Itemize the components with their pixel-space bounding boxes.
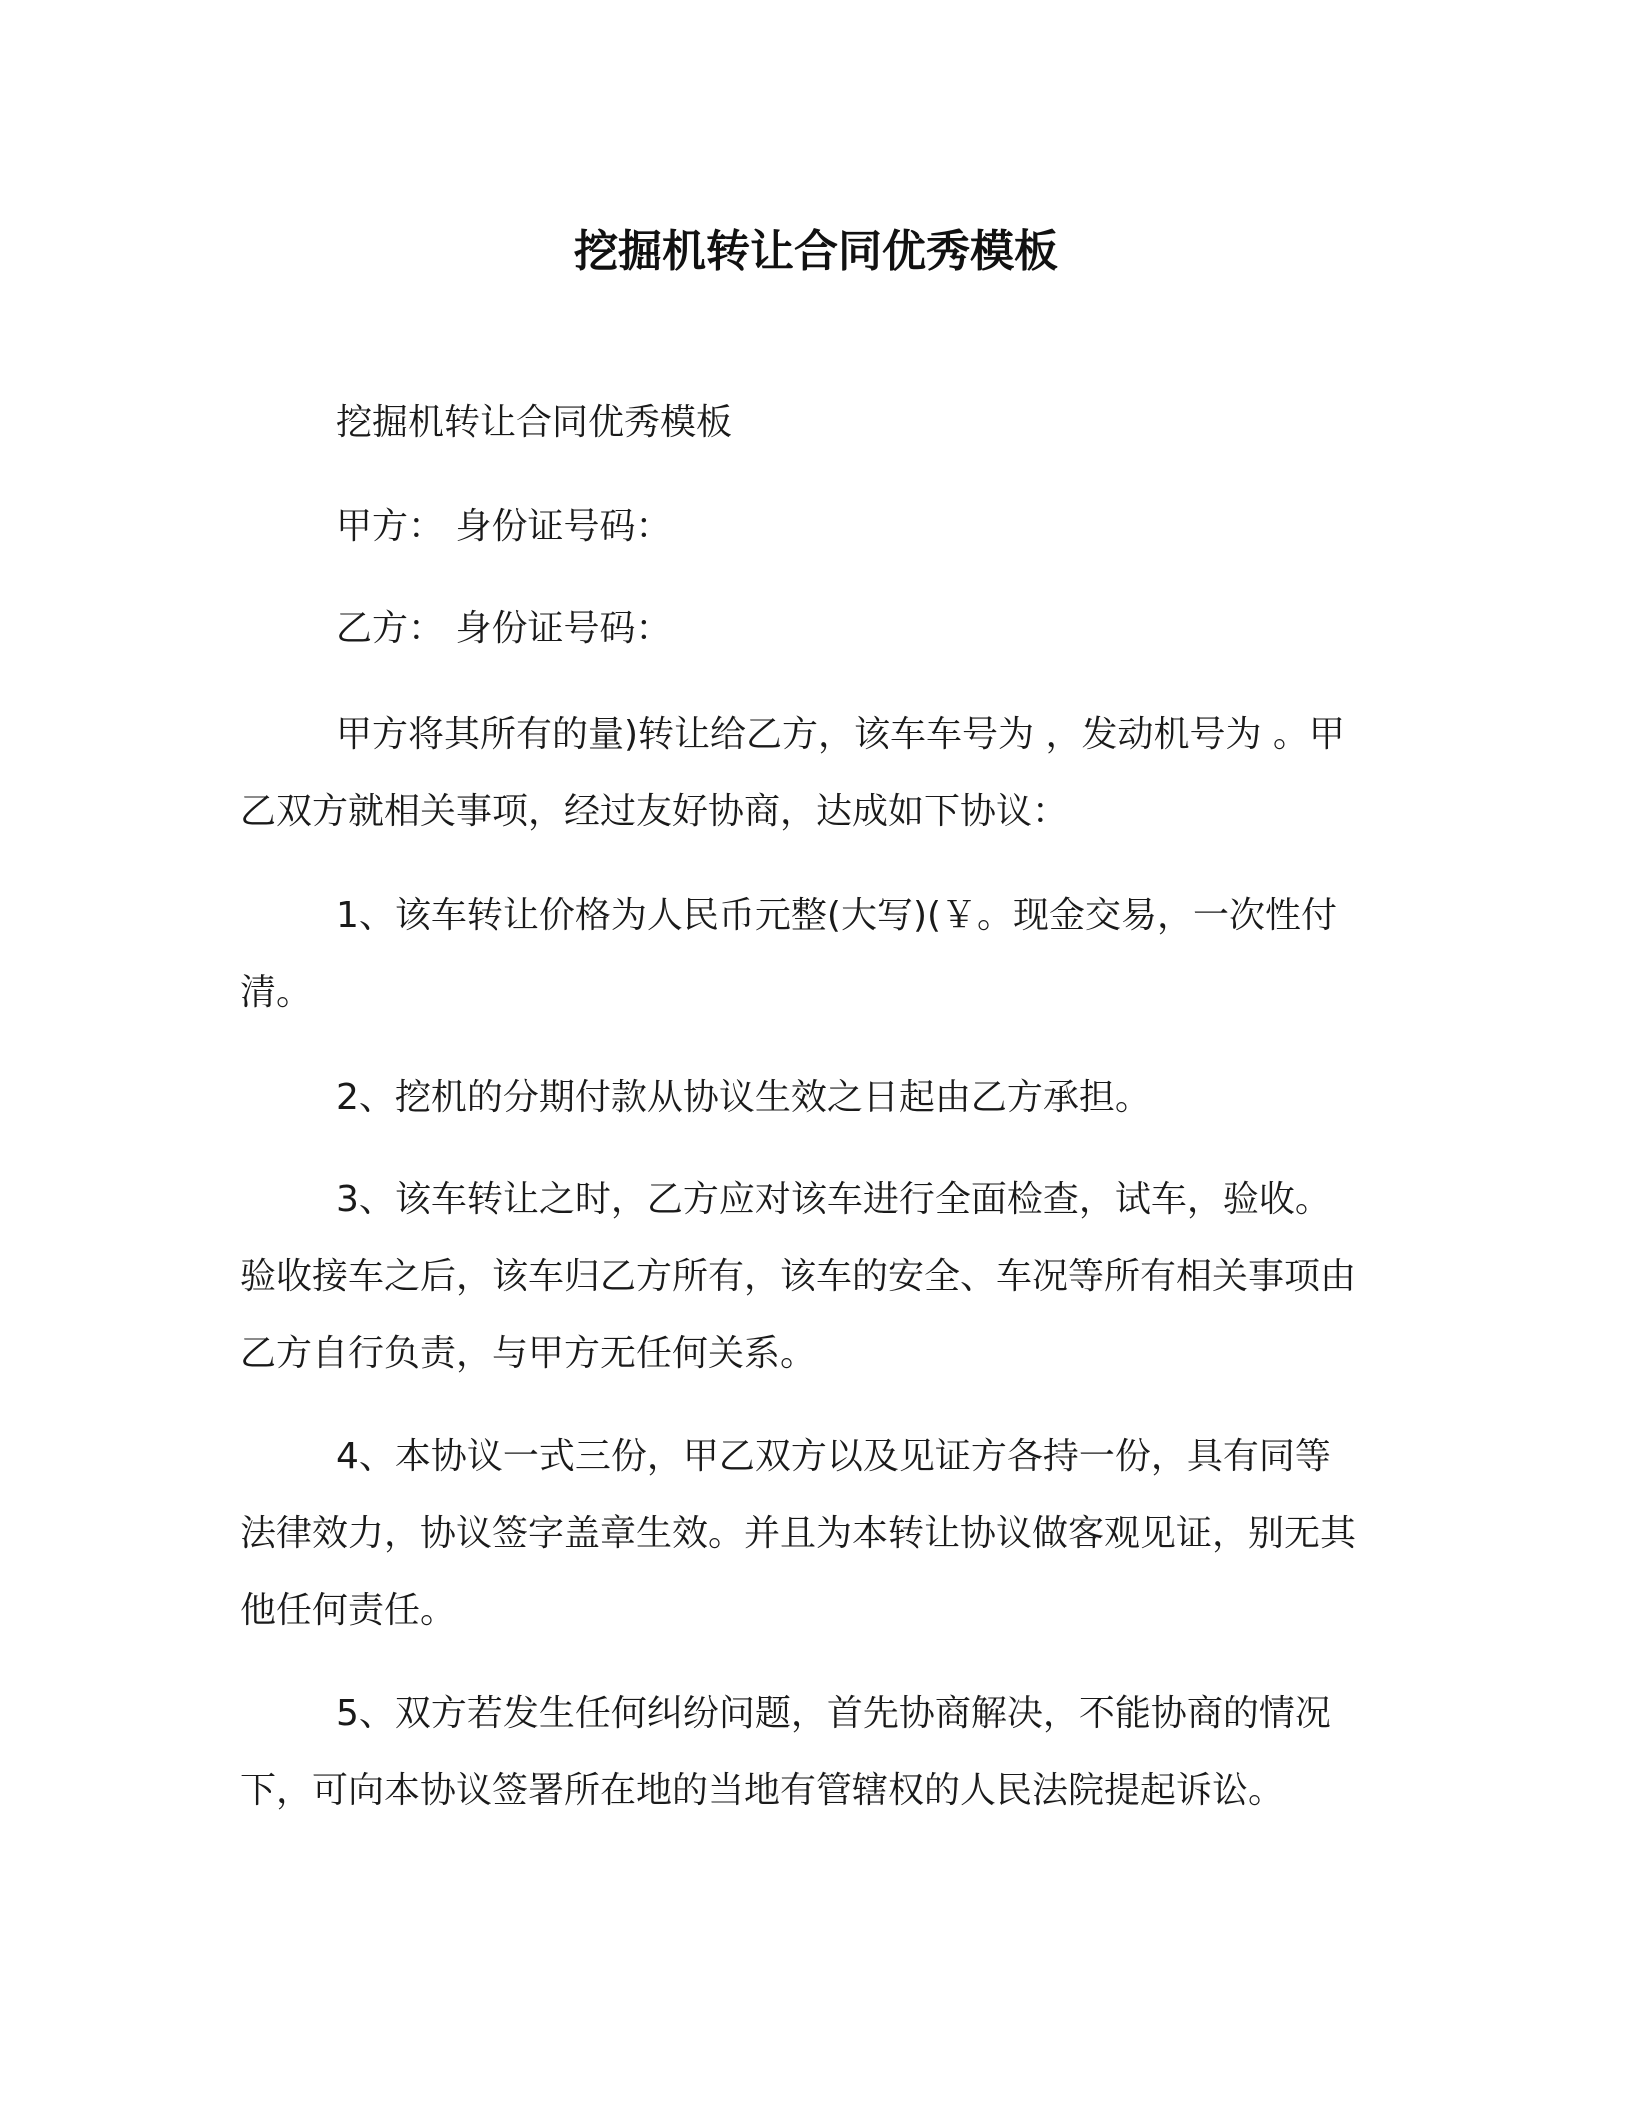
paragraph-intro: 甲方将其所有的量)转让给乙方，该车车号为 ，发动机号为 。甲乙双方就相关事项，经过友好协商，达成如下协议： [240, 714, 1345, 832]
paragraph-clause-1: 1、该车转让价格为人民币元整(大写)(￥。现金交易，一次性付清。 [240, 895, 1338, 1013]
paragraph-clause-3: 3、该车转让之时，乙方应对该车进行全面检查，试车，验收。验收接车之后，该车归乙方所有，该车的安全、车况等所有相关事项由乙方自行负责，与甲方无任何关系。 [240, 1179, 1357, 1374]
paragraph-clause-4: 4、本协议一式三份，甲乙双方以及见证方各持一份，具有同等法律效力，协议签字盖章生效。并且为本转让协议做客观见证，别无其他任何责任。 [240, 1436, 1357, 1631]
paragraph-party-b: 乙方： 身份证号码： [336, 608, 672, 649]
paragraph-party-a: 甲方： 身份证号码： [336, 506, 672, 547]
paragraph-clause-5: 5、双方若发生任何纠纷问题，首先协商解决，不能协商的情况下，可向本协议签署所在地的当地有管辖权的人民法院提起诉讼。 [240, 1693, 1331, 1811]
paragraph-subtitle: 挖掘机转让合同优秀模板 [336, 402, 733, 443]
paragraph-clause-2: 2、挖机的分期付款从协议生效之日起由乙方承担。 [336, 1077, 1151, 1118]
document-title: 挖掘机转让合同优秀模板 [574, 226, 1058, 277]
